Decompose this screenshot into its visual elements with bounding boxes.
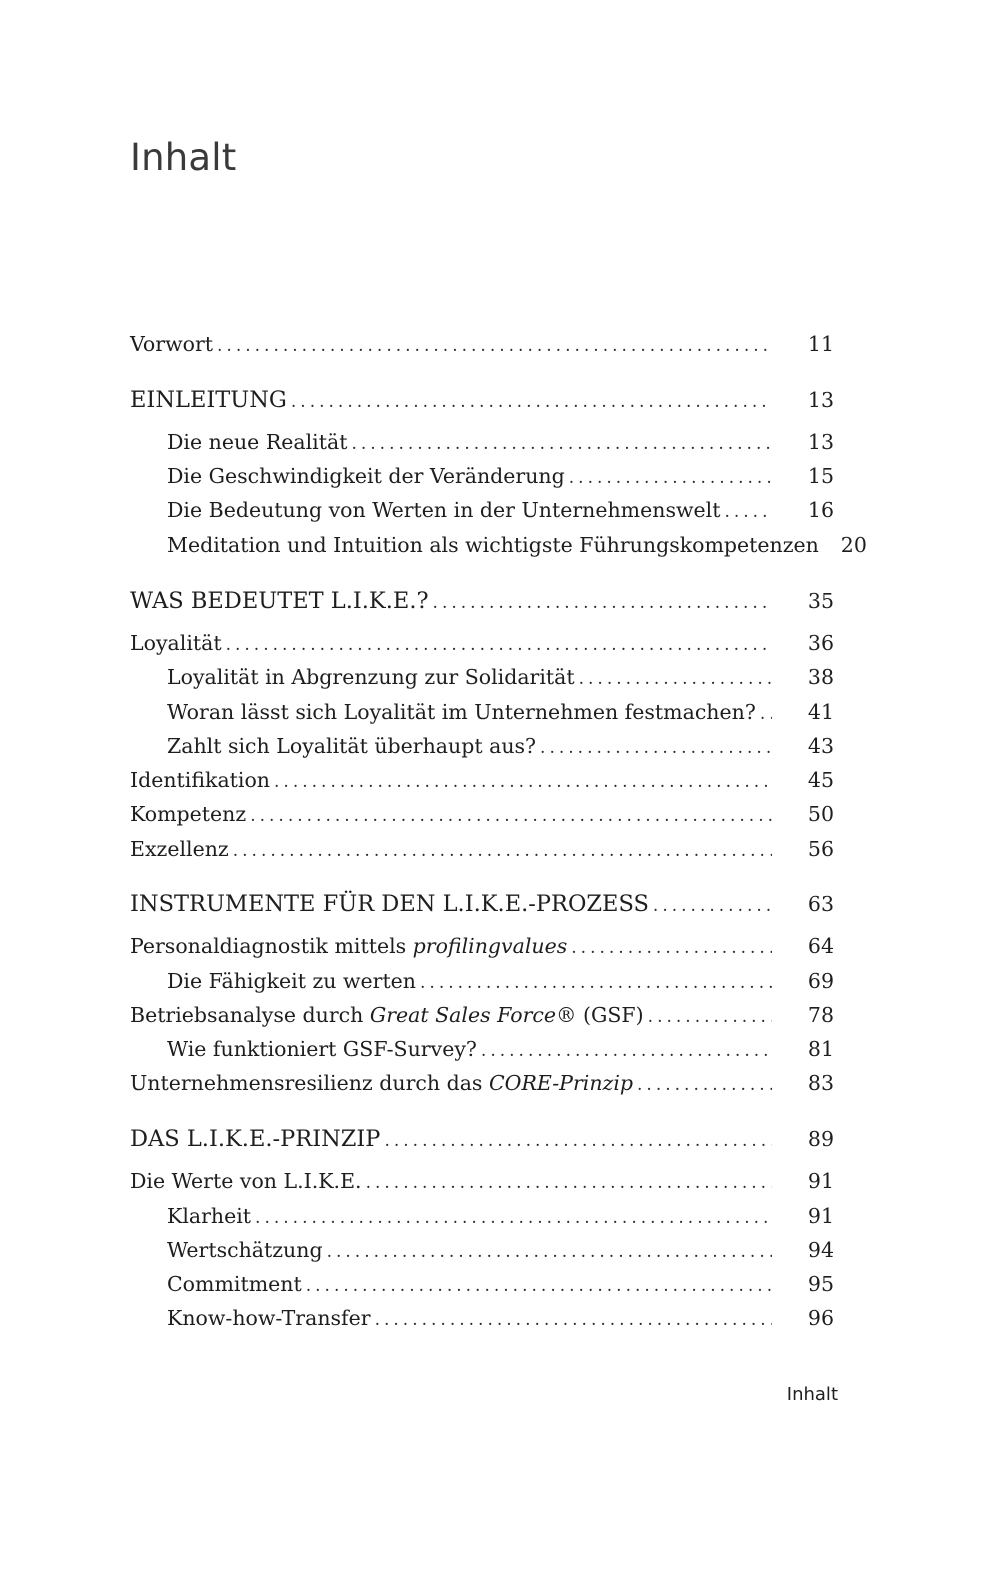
label-text: Unternehmensresilienz durch das [130,1071,489,1095]
toc-entry-label: DAS L.I.K.E.-PRINZIP [130,1126,381,1152]
dot-leader [760,697,772,731]
dot-leader [226,628,772,662]
dot-leader [481,1034,772,1068]
dot-leader [250,799,772,833]
toc-entry-page: 15 [807,464,834,488]
toc-entry[interactable] [167,1032,834,1066]
dot-leader [306,1269,772,1303]
toc-entry-label: Die neue Realität [167,430,348,454]
toc-entry-page: 13 [807,388,834,412]
toc-entry-label: Die Geschwindigkeit der Veränderung [167,464,565,488]
toc-entry[interactable] [167,964,834,998]
toc-entry[interactable] [167,425,834,459]
toc-entry-label [130,998,644,1032]
toc-entry[interactable] [130,832,834,866]
toc-entry[interactable] [167,1233,834,1267]
toc-entry-label: Loyalität [130,631,222,655]
label-italic: Great Sales Force® [369,1003,577,1027]
dot-leader [653,889,772,923]
toc-entry-label: Die Bedeutung von Werten in der Unternehmenswelt [167,498,721,522]
toc-entry-page: 38 [807,665,834,689]
toc-entry[interactable] [130,1066,834,1100]
toc-entry-label: Zahlt sich Loyalität überhaupt aus? [167,734,537,758]
toc-entry-page: 36 [807,631,834,655]
dot-leader [420,966,772,1000]
toc-entry-label: Wertschätzung [167,1238,323,1262]
dot-leader [724,495,772,529]
toc-entry[interactable] [167,1267,834,1301]
toc-entry-page: 95 [807,1272,834,1296]
label-text: Betriebsanalyse durch [130,1003,370,1027]
toc-entry-page: 69 [807,969,834,993]
toc-entry-page: 11 [807,332,834,356]
label-text: (GSF) [576,1003,644,1027]
toc-entry-label: Loyalität in Abgrenzung zur Solidarität [167,665,575,689]
dot-leader [291,385,772,419]
toc-entry[interactable] [167,528,867,562]
toc-part[interactable] [130,383,834,417]
label-italic: profilingvalues [412,934,568,958]
toc-entry[interactable] [167,1199,834,1233]
toc-part[interactable] [130,887,834,921]
toc-entry-page: 16 [807,498,834,522]
toc-entry-label: WAS BEDEUTET L.I.K.E.? [130,588,429,614]
toc-entry[interactable] [130,1164,834,1198]
toc-entry-label [130,1066,633,1100]
toc-entry[interactable] [130,626,834,660]
toc-entry-label: INSTRUMENTE FÜR DEN L.I.K.E.-PROZESS [130,891,649,917]
dot-leader [351,427,772,461]
toc-entry-page: 63 [807,892,834,916]
toc-entry-page: 41 [807,700,834,724]
toc-entry-label: Kompetenz [130,802,247,826]
toc-entry[interactable] [167,493,834,527]
toc-entry[interactable] [167,459,834,493]
toc-entry-label: Commitment [167,1272,302,1296]
toc-entry-page: 13 [807,430,834,454]
running-footer: Inhalt [786,1384,838,1405]
toc-entry-page: 94 [807,1238,834,1262]
toc-entry[interactable] [167,695,834,729]
toc-entry-page: 35 [807,589,834,613]
toc-entry-page: 45 [807,768,834,792]
toc-entry-page: 78 [807,1003,834,1027]
toc-entry[interactable] [167,1301,834,1335]
toc-entry[interactable] [167,729,834,763]
toc-entry-label: EINLEITUNG [130,387,287,413]
toc-entry[interactable] [130,327,834,361]
label-text: Personaldiagnostik mittels [130,934,413,958]
dot-leader [433,586,772,620]
toc-entry-page: 81 [807,1037,834,1061]
dot-leader [569,461,772,495]
toc-entry-label: Klarheit [167,1204,252,1228]
page-title: Inhalt [130,136,237,179]
toc-entry-label [130,929,567,963]
toc-entry-page: 43 [807,734,834,758]
dot-leader [233,834,772,868]
toc-entry-label: Wie funktioniert GSF-Survey? [167,1037,477,1061]
dot-leader [217,329,772,363]
toc-entry-page: 50 [807,802,834,826]
toc-entry[interactable] [130,998,834,1032]
dot-leader [648,1000,772,1034]
dot-leader [366,1166,772,1200]
toc-entry-label: Exzellenz [130,837,229,861]
toc-entry[interactable] [167,660,834,694]
toc-entry-page: 20 [840,533,867,557]
toc-entry-page: 64 [807,934,834,958]
toc-entry-page: 83 [807,1071,834,1095]
toc-entry-label: Meditation und Intuition als wichtigste Führungskompetenzen [167,533,819,557]
toc-part[interactable] [130,584,834,618]
toc-entry[interactable] [130,763,834,797]
dot-leader [274,765,772,799]
toc-entry-page: 89 [807,1127,834,1151]
toc-entry-label: Woran lässt sich Loyalität im Unternehmen festmachen? [167,700,756,724]
dot-leader [375,1303,772,1337]
dot-leader [571,931,772,965]
dot-leader [540,731,772,765]
toc-entry-label: Die Fähigkeit zu werten [167,969,417,993]
toc-entry-label: Identifikation [130,768,271,792]
toc-entry-label: Vorwort [130,332,213,356]
toc-entry-page: 91 [807,1204,834,1228]
toc-entry-page: 96 [807,1306,834,1330]
toc-entry-page: 56 [807,837,834,861]
dot-leader [255,1201,772,1235]
dot-leader [384,1124,772,1158]
dot-leader [637,1068,772,1102]
toc-part[interactable] [130,1122,834,1156]
toc-entry[interactable] [130,797,834,831]
toc-entry[interactable] [130,929,834,963]
dot-leader [327,1235,772,1269]
toc-entry-label: Know-how-Transfer [167,1306,371,1330]
label-italic: CORE-Prinzip [488,1071,633,1095]
toc-entry-page: 91 [807,1169,834,1193]
toc-entry-label: Die Werte von L.I.K.E. [130,1169,362,1193]
dot-leader [579,662,772,696]
